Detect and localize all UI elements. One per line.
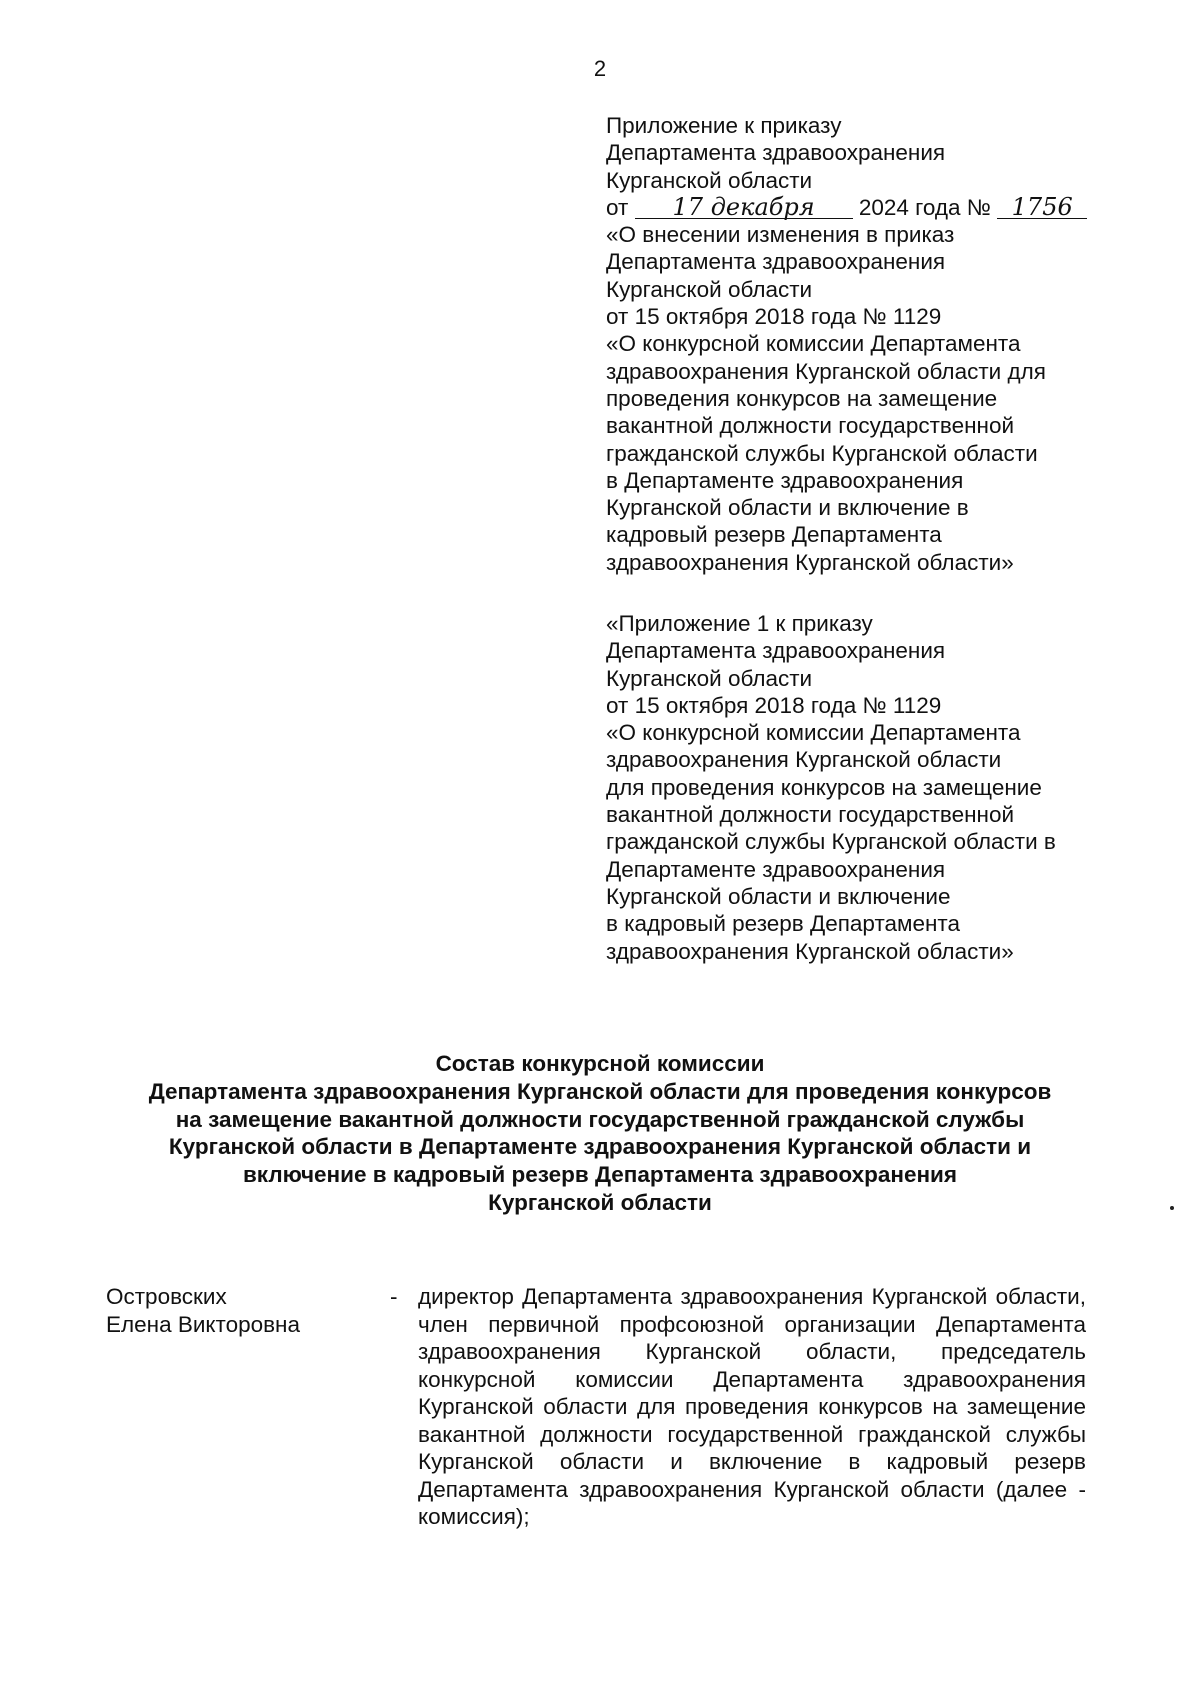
appendix-header-line: здравоохранения Курганской области для [606, 358, 1046, 384]
appendix-header-line: Департамента здравоохранения [606, 249, 946, 275]
order-date-line [606, 194, 1126, 221]
appendix-header-line: в Департаменте здравоохранения [606, 467, 964, 493]
appendix-1-line: Курганской области [606, 665, 813, 691]
appendix-header-line: здравоохранения Курганской области» [606, 549, 1014, 575]
appendix-1-line: Департаменте здравоохранения [606, 856, 946, 882]
appendix-1-line: гражданской службы Курганской области в [606, 829, 1056, 855]
appendix-header-line: Курганской области и включение в [606, 495, 969, 521]
page-number: 2 [593, 56, 607, 81]
appendix-header-line: «О внесении изменения в приказ [606, 222, 955, 248]
member-role: директор Департамента здравоохранения Курганской области, член первичной профсоюзной организации Департамента здравоохранения Курганской области, председатель конкурсной комиссии Департамента здравоохранения Курганской области для проведения конкурсов на замещение вакантной должности государственной гражданской службы Курганской области и включение в кадровый резерв Департамента здравоохранения Курганской области (далее - комиссия); [418, 1284, 1086, 1529]
commission-title [80, 1050, 1120, 1217]
appendix-header-line: вакантной должности государственной [606, 413, 1015, 439]
appendix-header-line: Курганской области [606, 276, 813, 302]
appendix-1-line: здравоохранения Курганской области [606, 747, 1002, 773]
date-prefix: от [606, 194, 629, 220]
commission-title-line: включение в кадровый резерв Департамента здравоохранения [242, 1162, 958, 1188]
appendix-header-line: проведения конкурсов на замещение [606, 385, 998, 411]
appendix-header-line: гражданской службы Курганской области [606, 440, 1038, 466]
appendix-header-line: Департамента здравоохранения [606, 140, 946, 166]
commission-title-line: Состав конкурсной комиссии [435, 1051, 765, 1076]
commission-title-line: Курганской области [488, 1189, 712, 1215]
appendix-header-line: Курганской области [606, 167, 813, 193]
handwritten-date: 17 декабря [635, 196, 853, 219]
appendix-1-line: от 15 октября 2018 года № 1129 [606, 692, 942, 718]
appendix-1-line: «О конкурсной комиссии Департамента [606, 720, 1021, 746]
appendix-1-header [606, 610, 1126, 965]
year-text: 2024 года № [858, 194, 991, 220]
commission-title-line: Департамента здравоохранения Курганской области для проведения конкурсов [148, 1078, 1052, 1104]
appendix-1-line: здравоохранения Курганской области» [606, 938, 1014, 964]
appendix-1-line: вакантной должности государственной [606, 802, 1015, 828]
appendix-1-line: Департамента здравоохранения [606, 638, 946, 664]
appendix-header [606, 112, 1126, 576]
appendix-1-line: для проведения конкурсов на замещение [606, 774, 1042, 800]
commission-title-line: на замещение вакантной должности государственной гражданской службы [175, 1106, 1025, 1132]
scan-artifact-dot [1170, 1206, 1174, 1210]
appendix-1-line: «Приложение 1 к приказу [606, 611, 873, 636]
appendix-header-line: Приложение к приказу [606, 113, 842, 138]
appendix-1-line: в кадровый резерв Департамента [606, 911, 960, 937]
appendix-header-line: от 15 октября 2018 года № 1129 [606, 304, 942, 330]
commission-title-line: Курганской области в Департаменте здравоохранения Курганской области и [168, 1134, 1032, 1160]
handwritten-order-number: 1756 [997, 196, 1087, 219]
appendix-header-line: «О конкурсной комиссии Департамента [606, 331, 1021, 357]
appendix-header-line: кадровый резерв Департамента [606, 522, 942, 548]
member-surname: Островских [106, 1284, 227, 1309]
member-name [106, 1283, 366, 1338]
appendix-1-line: Курганской области и включение [606, 883, 951, 909]
member-given-names: Елена Викторовна [106, 1311, 300, 1337]
member-dash: - [390, 1284, 398, 1309]
